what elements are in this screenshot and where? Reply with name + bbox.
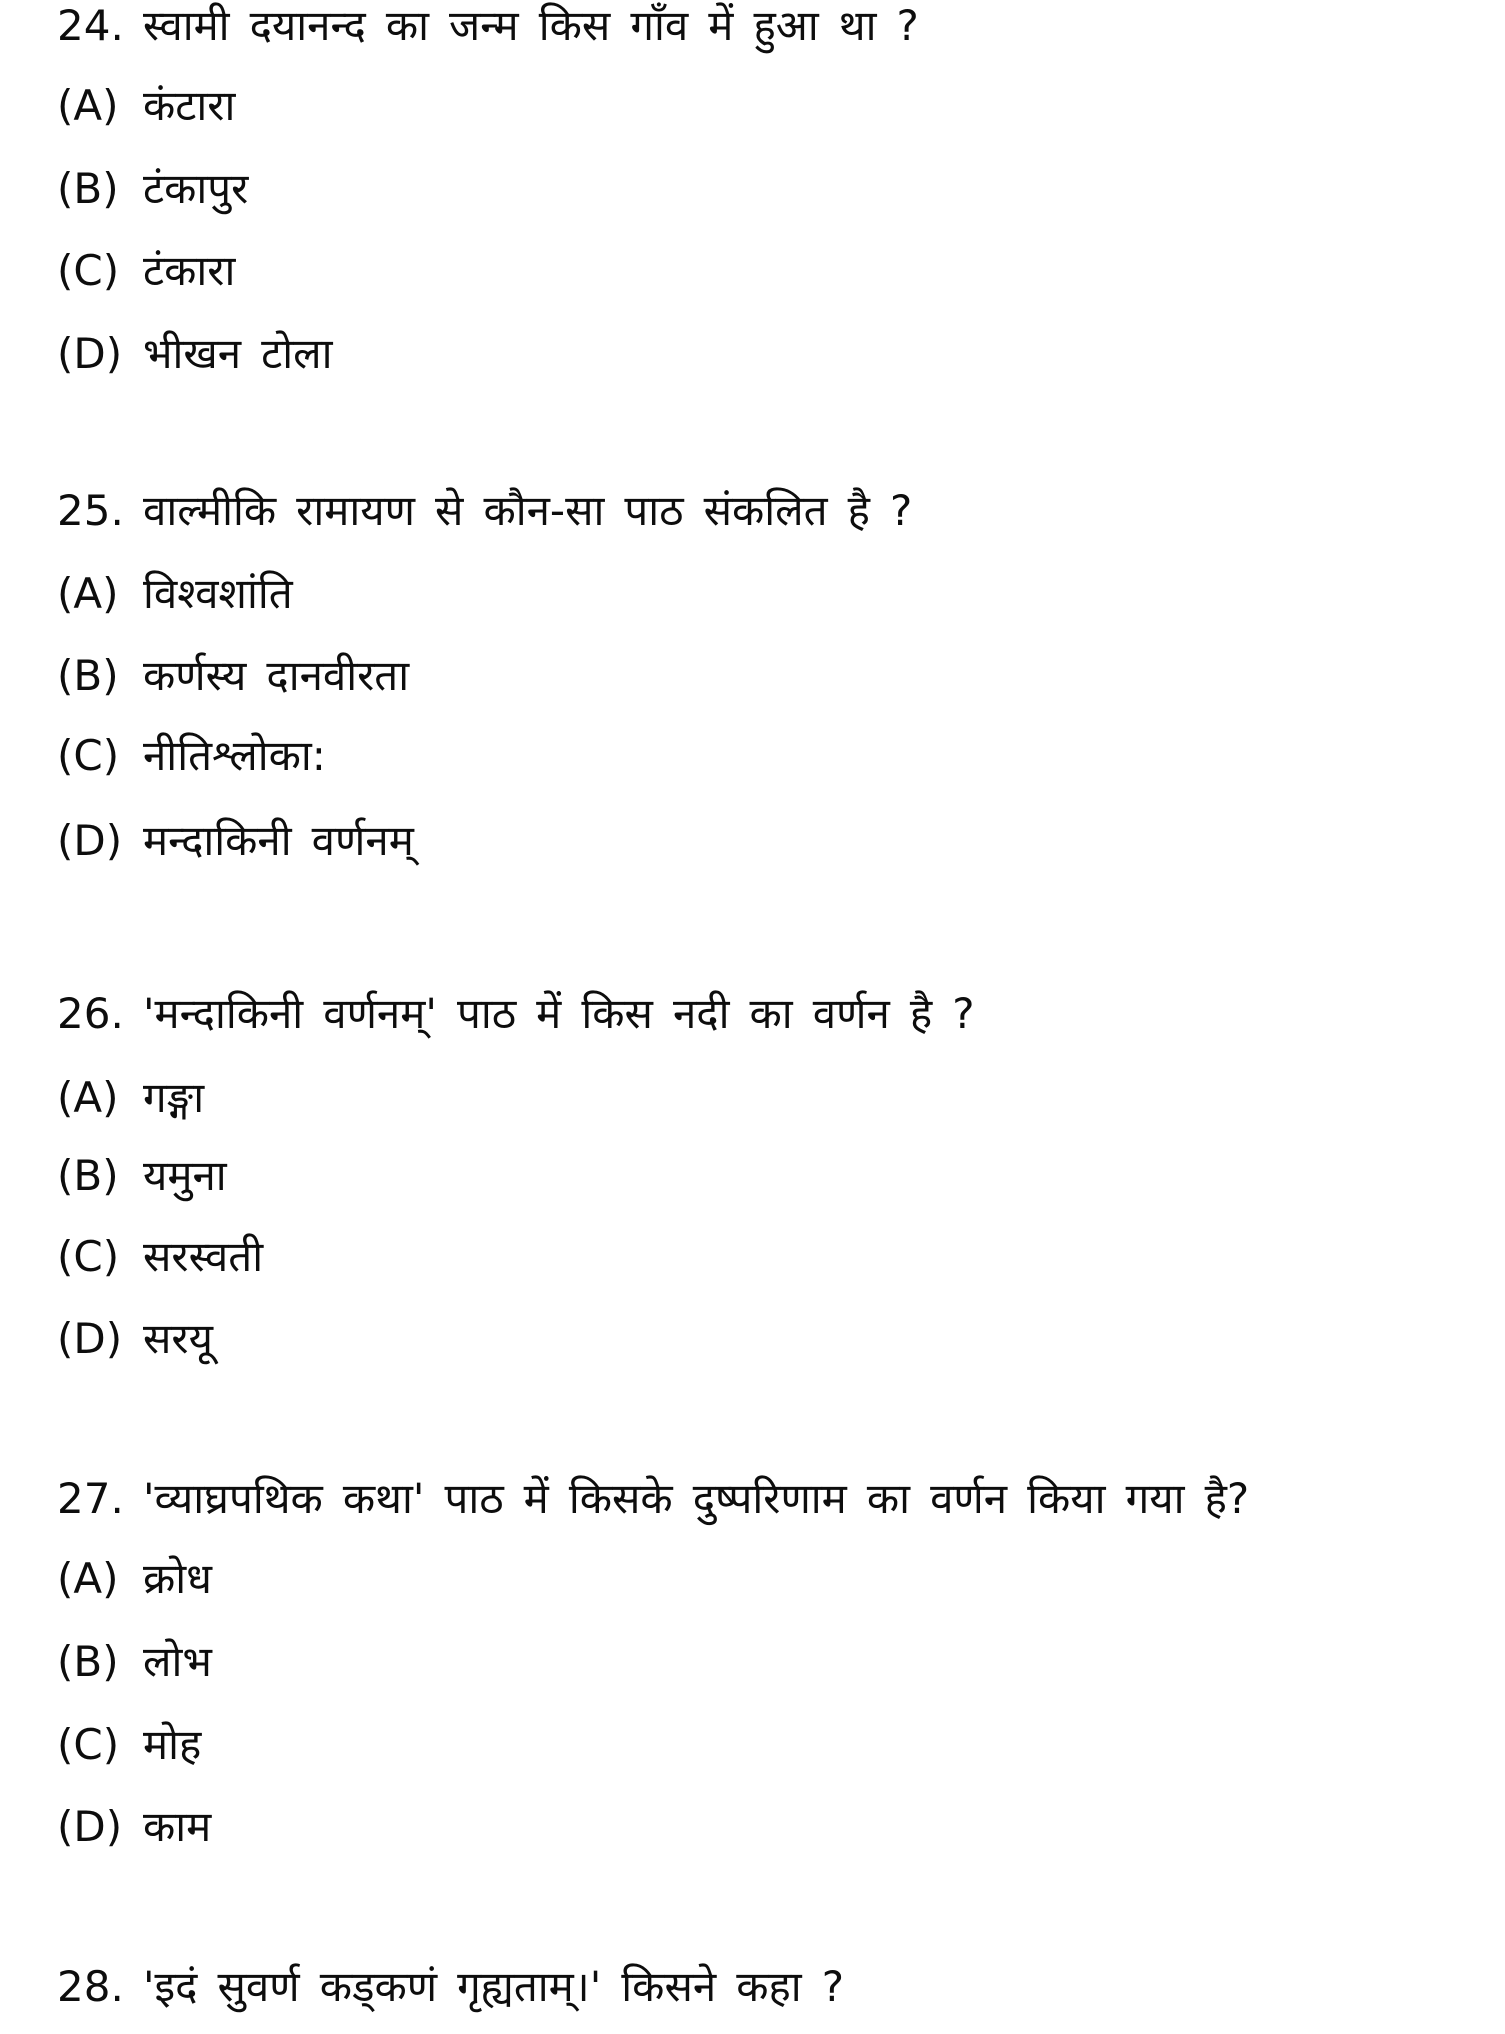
option-text: विश्वशांति (143, 569, 293, 618)
question-26-number: 26. (57, 989, 124, 1038)
question-25-option-b (57, 650, 409, 703)
option-label: (B) (57, 1637, 119, 1686)
option-label: (A) (57, 569, 119, 618)
question-27-option-d (57, 1801, 211, 1854)
question-26-line (57, 988, 975, 1041)
option-text: क्रोध (143, 1554, 212, 1603)
question-24-option-a (57, 80, 235, 133)
option-label: (C) (57, 1720, 120, 1769)
option-text: मोह (143, 1720, 202, 1769)
question-25-option-c (57, 730, 326, 783)
question-28-line (57, 1961, 844, 2014)
option-text: यमुना (143, 1151, 227, 1200)
option-text: कर्णस्य दानवीरता (143, 651, 410, 700)
question-26-option-d (57, 1313, 213, 1366)
option-text: टंकापुर (143, 164, 249, 213)
option-text: मन्दाकिनी वर्णनम् (143, 816, 414, 865)
question-27-option-c (57, 1719, 201, 1772)
option-label: (C) (57, 246, 120, 295)
question-26-option-b (57, 1150, 227, 1203)
question-28-number: 28. (57, 1962, 124, 2011)
question-27-text: 'व्याघ्रपथिक कथा' पाठ में किसके दुष्परिणाम का वर्णन किया गया है? (143, 1474, 1250, 1523)
option-label: (D) (57, 1802, 123, 1851)
option-label: (C) (57, 1232, 120, 1281)
question-27-number: 27. (57, 1474, 124, 1523)
question-24-number: 24. (57, 1, 124, 50)
option-text: गङ्गा (143, 1073, 205, 1122)
question-24-option-d (57, 328, 333, 381)
question-25-number: 25. (57, 486, 124, 535)
option-text: लोभ (143, 1637, 212, 1686)
question-28-text: 'इदं सुवर्ण कड्कणं गृह्यताम्।' किसने कहा ? (143, 1962, 845, 2011)
question-27-option-a (57, 1553, 212, 1606)
option-label: (D) (57, 1314, 123, 1363)
option-text: टंकारा (143, 246, 236, 295)
question-25-option-a (57, 568, 293, 621)
option-label: (A) (57, 81, 119, 130)
option-label: (A) (57, 1554, 119, 1603)
option-text: सरयू (143, 1314, 213, 1363)
option-label: (D) (57, 329, 123, 378)
question-24-line (57, 0, 919, 53)
question-26-text: 'मन्दाकिनी वर्णनम्' पाठ में किस नदी का वर्णन है ? (143, 989, 975, 1038)
question-25-text: वाल्मीकि रामायण से कौन-सा पाठ संकलित है ? (143, 486, 913, 535)
question-24-text: स्वामी दयानन्द का जन्म किस गाँव में हुआ था ? (143, 1, 919, 50)
question-26-option-c (57, 1231, 263, 1284)
option-label: (D) (57, 816, 123, 865)
option-text: सरस्वती (143, 1232, 264, 1281)
option-text: भीखन टोला (143, 329, 333, 378)
option-text: काम (143, 1802, 212, 1851)
option-label: (B) (57, 164, 119, 213)
question-24-option-c (57, 245, 235, 298)
option-text: कंटारा (143, 81, 236, 130)
question-27-option-b (57, 1636, 212, 1689)
option-label: (C) (57, 731, 120, 780)
question-24-option-b (57, 163, 248, 216)
option-label: (B) (57, 1151, 119, 1200)
question-27-line (57, 1473, 1249, 1526)
question-26-option-a (57, 1072, 204, 1125)
question-25-line (57, 485, 912, 538)
option-label: (A) (57, 1073, 119, 1122)
option-text: नीतिश्लोका: (143, 731, 326, 780)
question-25-option-d (57, 815, 414, 868)
option-label: (B) (57, 651, 119, 700)
